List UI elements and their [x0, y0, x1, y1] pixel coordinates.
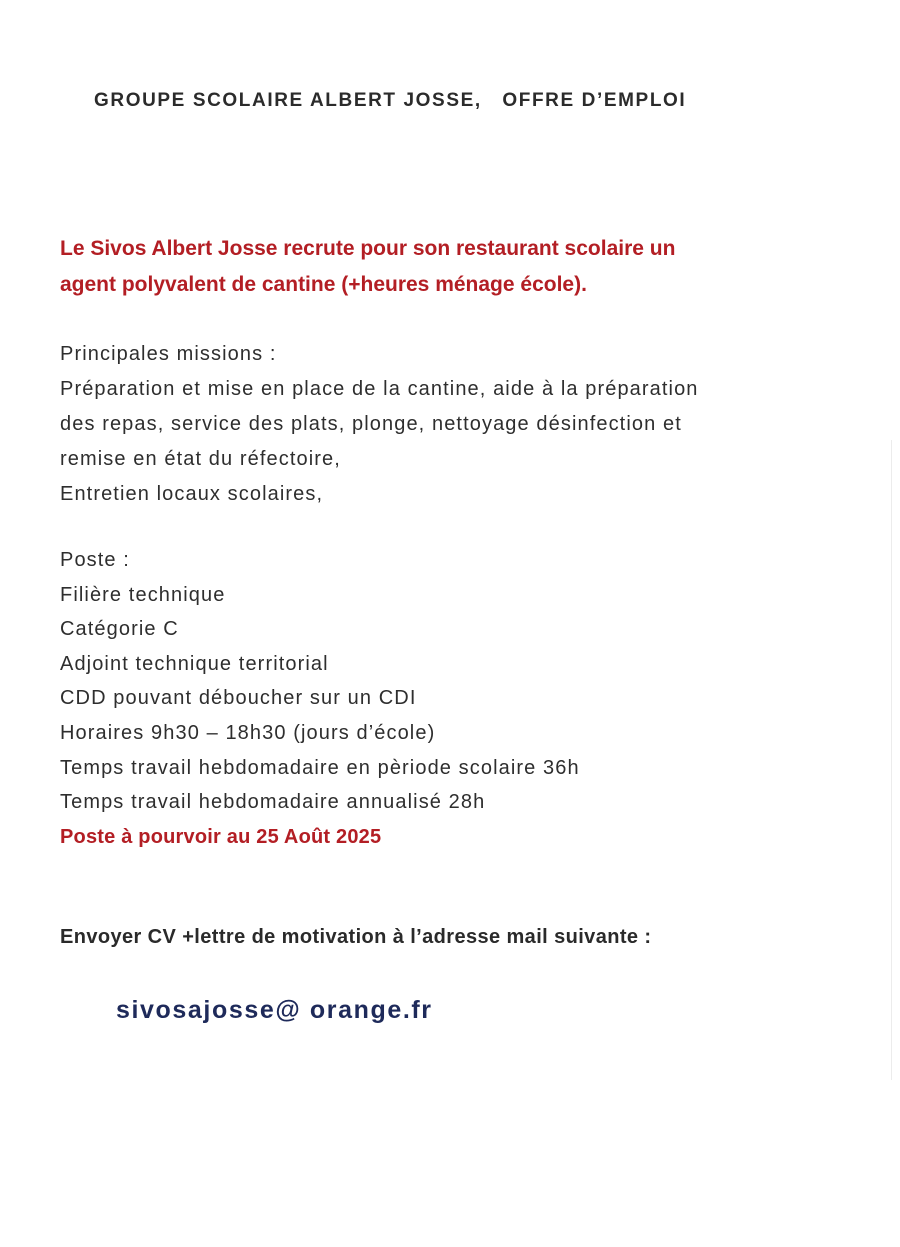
contact-email-link[interactable]: sivosajosse@ orange.fr: [116, 996, 433, 1024]
poste-line: Temps travail hebdomadaire annualisé 28h: [60, 791, 486, 814]
missions-line: remise en état du réfectoire,: [60, 448, 341, 470]
application-instruction: Envoyer CV +lettre de motivation à l’adresse mail suivante :: [60, 926, 652, 948]
intro-line: Le Sivos Albert Josse recrute pour son restaurant scolaire un: [60, 237, 676, 260]
poste-line: Adjoint technique territorial: [60, 652, 329, 675]
poste-section: [60, 543, 840, 854]
poste-line: Catégorie C: [60, 618, 179, 641]
page-title: GROUPE SCOLAIRE ALBERT JOSSE, OFFRE D’EMPLOI: [94, 90, 687, 111]
deadline-notice: Poste à pourvoir au 25 Août 2025: [60, 825, 382, 848]
poste-line: Temps travail hebdomadaire en pèriode scolaire 36h: [60, 756, 580, 779]
intro-paragraph: [60, 231, 840, 303]
missions-line: des repas, service des plats, plonge, nettoyage désinfection et: [60, 413, 682, 435]
missions-line: Entretien locaux scolaires,: [60, 483, 324, 505]
poste-line: Horaires 9h30 – 18h30 (jours d’école): [60, 721, 436, 744]
poste-line: CDD pouvant déboucher sur un CDI: [60, 687, 417, 710]
poste-line: Filière technique: [60, 583, 226, 606]
intro-line: agent polyvalent de cantine (+heures ménage école).: [60, 273, 587, 296]
scan-edge-divider: [891, 440, 892, 1080]
missions-line: Préparation et mise en place de la cantine, aide à la préparation: [60, 378, 699, 400]
missions-heading: Principales missions :: [60, 343, 277, 365]
missions-section: [60, 337, 840, 512]
poste-heading: Poste :: [60, 549, 130, 571]
